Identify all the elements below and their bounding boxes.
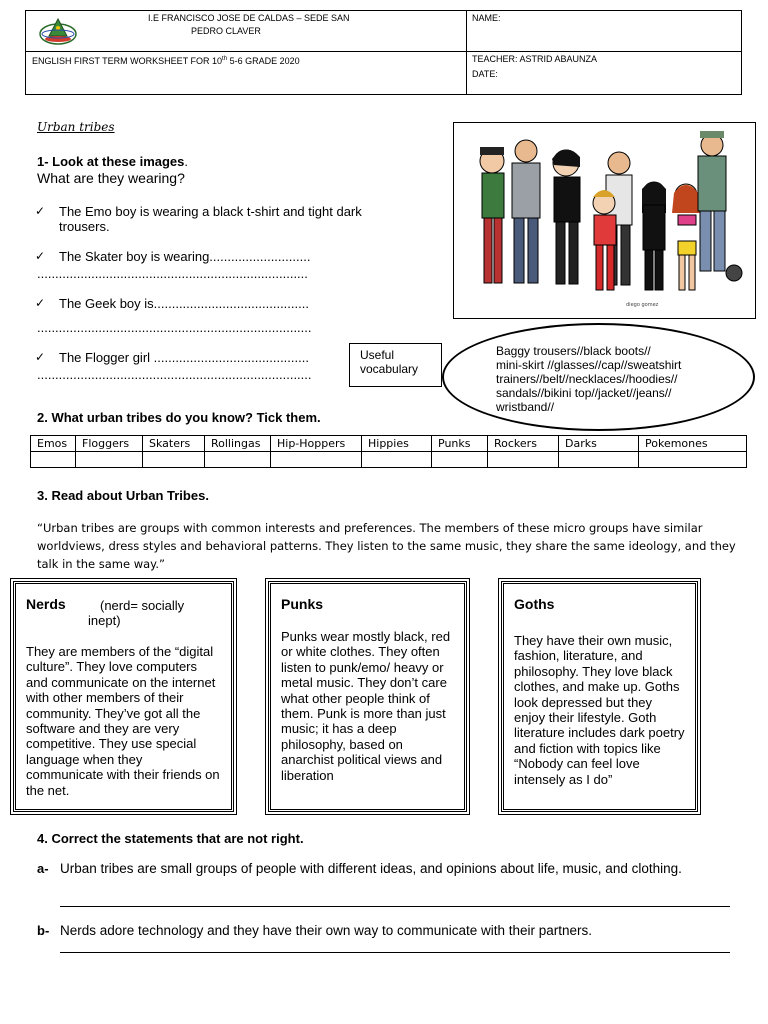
vocab-words-line1: Baggy trousers//black boots// bbox=[496, 344, 651, 358]
tick-cell-hippies[interactable] bbox=[362, 452, 432, 468]
goths-title: Goths bbox=[514, 596, 555, 612]
tick-cell-skaters[interactable] bbox=[143, 452, 205, 468]
school-name-line1: I.E FRANCISCO JOSE DE CALDAS – SEDE SAN bbox=[148, 13, 350, 23]
tribe-hip-hoppers: Hip-Hoppers bbox=[271, 436, 362, 452]
tick-cell-floggers[interactable] bbox=[76, 452, 143, 468]
vocab-words-line3: trainers//belt//necklaces//hoodies// bbox=[496, 372, 678, 386]
useful-vocabulary-label bbox=[349, 343, 442, 387]
worksheet-title: ENGLISH FIRST TERM WORKSHEET FOR 10th 5-6 GRADE 2020 bbox=[32, 56, 300, 66]
q1-title: 1- Look at these images. bbox=[37, 154, 189, 169]
q1-geek-answer-line[interactable]: ............................................................................ bbox=[37, 320, 312, 335]
tribe-punks: Punks bbox=[432, 436, 488, 452]
q1-flogger-answer-line[interactable]: ............................................................................ bbox=[37, 367, 312, 382]
tribes-table bbox=[30, 435, 747, 468]
tribe-hippies: Hippies bbox=[362, 436, 432, 452]
vocabulary-words bbox=[496, 344, 681, 414]
tick-cell-pokemones[interactable] bbox=[639, 452, 747, 468]
q1-subtitle: What are they wearing? bbox=[37, 170, 185, 186]
date-label: DATE: bbox=[472, 69, 498, 79]
goths-text: They have their own music, fashion, literature, and philosophy. They love black clothes, and make up. Goths look depressed but they enjoy their lifestyle. Goth literature includes dark poetry and fiction with topics like “Nobody can feel love intensely as I do” bbox=[514, 633, 685, 787]
tribes-tick-row bbox=[31, 452, 747, 468]
nerds-note: (nerd= socially inept) bbox=[88, 598, 185, 629]
header-divider-vertical bbox=[466, 11, 467, 94]
school-logo-icon bbox=[38, 16, 78, 46]
checkmark-icon: ✓ bbox=[35, 296, 46, 310]
urban-tribes-illustration bbox=[453, 122, 756, 319]
teacher-label: TEACHER: ASTRID ABAUNZA bbox=[472, 54, 598, 64]
goths-box bbox=[501, 581, 698, 812]
nerds-title: Nerds bbox=[26, 596, 66, 612]
nerds-text: They are members of the “digital culture”. They love computers and communicate on the internet with other members of their community. They’ve got all the software and they are very competitive. They use special language when they communicate with their friends on the net. bbox=[26, 644, 220, 798]
nerds-heading bbox=[26, 596, 221, 632]
tribe-rockers: Rockers bbox=[488, 436, 559, 452]
checkmark-icon: ✓ bbox=[35, 204, 46, 218]
vocab-label-line2: vocabulary bbox=[360, 362, 419, 376]
punks-title: Punks bbox=[281, 596, 324, 612]
tribe-floggers: Floggers bbox=[76, 436, 143, 452]
tick-cell-rollingas[interactable] bbox=[205, 452, 271, 468]
vocab-label-line1: Useful bbox=[360, 348, 395, 362]
q4-b-statement: Nerds adore technology and they have their own way to communicate with their partners. bbox=[60, 923, 593, 938]
tribe-darks: Darks bbox=[559, 436, 639, 452]
name-label: NAME: bbox=[472, 13, 501, 23]
tick-cell-hip-hoppers[interactable] bbox=[271, 452, 362, 468]
vocab-words-line5: wristband// bbox=[496, 400, 555, 414]
tribe-skaters: Skaters bbox=[143, 436, 205, 452]
tick-cell-punks[interactable] bbox=[432, 452, 488, 468]
q1-emo-answer: The Emo boy is wearing a black t-shirt and tight dark trousers. bbox=[59, 204, 362, 234]
q4-a-statement: Urban tribes are small groups of people with different ideas, and opinions about life, music, and clothing. bbox=[60, 861, 682, 876]
school-name-line2: PEDRO CLAVER bbox=[191, 26, 261, 36]
tribe-pokemones: Pokemones bbox=[639, 436, 747, 452]
tribe-rollingas: Rollingas bbox=[205, 436, 271, 452]
q4-a-label: a- bbox=[37, 861, 49, 876]
q3-paragraph: “Urban tribes are groups with common interests and preferences. The members of these micro groups have similar worldviews, dress styles and behavioral patterns. They listen to the same music, they share the same ideology, and they talk in the same way.” bbox=[37, 521, 736, 571]
tick-cell-rockers[interactable] bbox=[488, 452, 559, 468]
tick-cell-darks[interactable] bbox=[559, 452, 639, 468]
nerds-box bbox=[13, 581, 234, 812]
vocab-words-line2: mini-skirt //glasses//cap//sweatshirt bbox=[496, 358, 682, 372]
q1-geek-prompt: The Geek boy is........................................... bbox=[59, 296, 309, 311]
punks-box bbox=[268, 581, 467, 812]
tribe-emos: Emos bbox=[31, 436, 76, 452]
tick-cell-emos[interactable] bbox=[31, 452, 76, 468]
q1-skater-prompt: The Skater boy is wearing............................ bbox=[59, 249, 311, 264]
q1-skater-answer-line[interactable]: ........................................................................... bbox=[37, 266, 308, 281]
tribes-header-row bbox=[31, 436, 747, 452]
header-divider-horizontal bbox=[26, 51, 741, 52]
q1-flogger-prompt: The Flogger girl ........................................... bbox=[59, 350, 309, 365]
q4-title: 4. Correct the statements that are not right. bbox=[37, 831, 304, 846]
punks-text: Punks wear mostly black, red or white clothes. They often listen to punk/emo/ heavy or metal music. They don’t care what other people think of them. Punk is more than just music; it has a deep philosophy, based on anarchist political views and liberation bbox=[281, 629, 451, 783]
urban-tribes-figures-icon bbox=[454, 123, 755, 318]
checkmark-icon: ✓ bbox=[35, 350, 46, 364]
topic-title: Urban tribes bbox=[37, 120, 115, 134]
q4-b-label: b- bbox=[37, 923, 50, 938]
vocab-words-line4: sandals//bikini top//jacket//jeans// bbox=[496, 386, 672, 400]
checkmark-icon: ✓ bbox=[35, 249, 46, 263]
q4-a-answer-line[interactable] bbox=[60, 906, 730, 907]
q3-title: 3. Read about Urban Tribes. bbox=[37, 488, 209, 503]
illustration-signature: diego gomez bbox=[626, 302, 659, 308]
q4-b-answer-line[interactable] bbox=[60, 952, 730, 953]
worksheet-header bbox=[25, 10, 742, 95]
q2-title: 2. What urban tribes do you know? Tick them. bbox=[37, 410, 321, 425]
